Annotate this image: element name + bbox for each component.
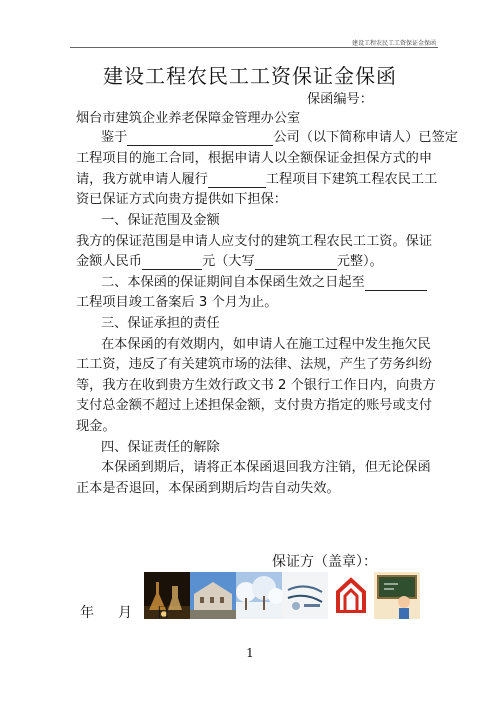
paragraph-line: 本保函到期后，请将正本保函退回我方注销，但无论保函 — [101, 460, 431, 475]
company-blank — [127, 133, 273, 146]
addressee: 烟台市建筑企业养老保障金管理办公室 — [76, 111, 301, 126]
period-blank — [365, 278, 427, 291]
section-heading: 四、保证责任的解除 — [101, 440, 220, 455]
running-header: 建设工程农民工工资保证金保函 — [351, 40, 436, 47]
header-rule — [70, 47, 438, 48]
paragraph-line: 我方的保证范围是申请人应支付的建筑工程农民工工资。保证 — [76, 234, 433, 249]
paragraph-line: 现金。 — [76, 419, 116, 434]
signature-date — [80, 602, 170, 622]
guarantor-seal-label: 保证方（盖章）： — [272, 554, 377, 570]
paragraph-line: 在本保函的有效期内，如申请人在施工过程中发生拖欠民 — [101, 337, 431, 352]
paragraph-line: 正本是否退回，本保函到期后均告自动失效。 — [76, 481, 340, 496]
amount-blank — [142, 257, 202, 270]
document-title: 建设工程农民工工资保证金保函 — [103, 64, 397, 88]
paragraph-line: 金额人民币 元（大写 元整）。 — [76, 254, 383, 269]
paragraph-line: 鉴于 公司（以下简称申请人）已签定 — [101, 130, 458, 145]
month-label: 月 — [118, 605, 132, 621]
paragraph-line: 资已保证方式向贵方提供如下担保： — [76, 192, 287, 207]
paragraph-line: 工程项目竣工备案后 3 个月为止。 — [76, 295, 278, 310]
image-strip — [144, 572, 420, 619]
campus-building-image — [190, 572, 236, 619]
paragraph-line: 二、本保函的保证期间自本保函生效之日起至 — [101, 275, 427, 291]
paragraph-line: 支付总金额不超过上述担保金额，支付贵方指定的账号或支付 — [76, 398, 433, 413]
paragraph-line: 工工资，违反了有关建筑市场的法律、法规，产生了劳务纠纷 — [76, 357, 433, 372]
amount-words-blank — [255, 257, 337, 270]
red-logo-image — [328, 572, 374, 619]
year-label: 年 — [80, 605, 94, 621]
day-label: 日 — [156, 605, 170, 621]
section-heading: 三、保证承担的责任 — [101, 316, 220, 331]
cartoon-teacher-image — [374, 572, 420, 619]
paragraph-line: 等，我方在收到贵方生效行政文书 2 个银行工作日内，向贵方 — [76, 378, 436, 393]
page-number: 1 — [246, 646, 254, 660]
paragraph-line: 工程项目的施工合同，根据申请人以全额保证金担保方式的申 — [76, 151, 433, 166]
project-blank — [208, 175, 266, 188]
guarantee-no-label: 保函编号： — [307, 92, 373, 107]
paragraph-line: 请，我方就申请人履行 工程项目下建筑工程农民工工 — [76, 172, 438, 187]
snowy-trees-image — [236, 572, 282, 619]
dental-tools-image — [282, 572, 328, 619]
section-heading: 一、保证范围及金额 — [101, 213, 220, 228]
